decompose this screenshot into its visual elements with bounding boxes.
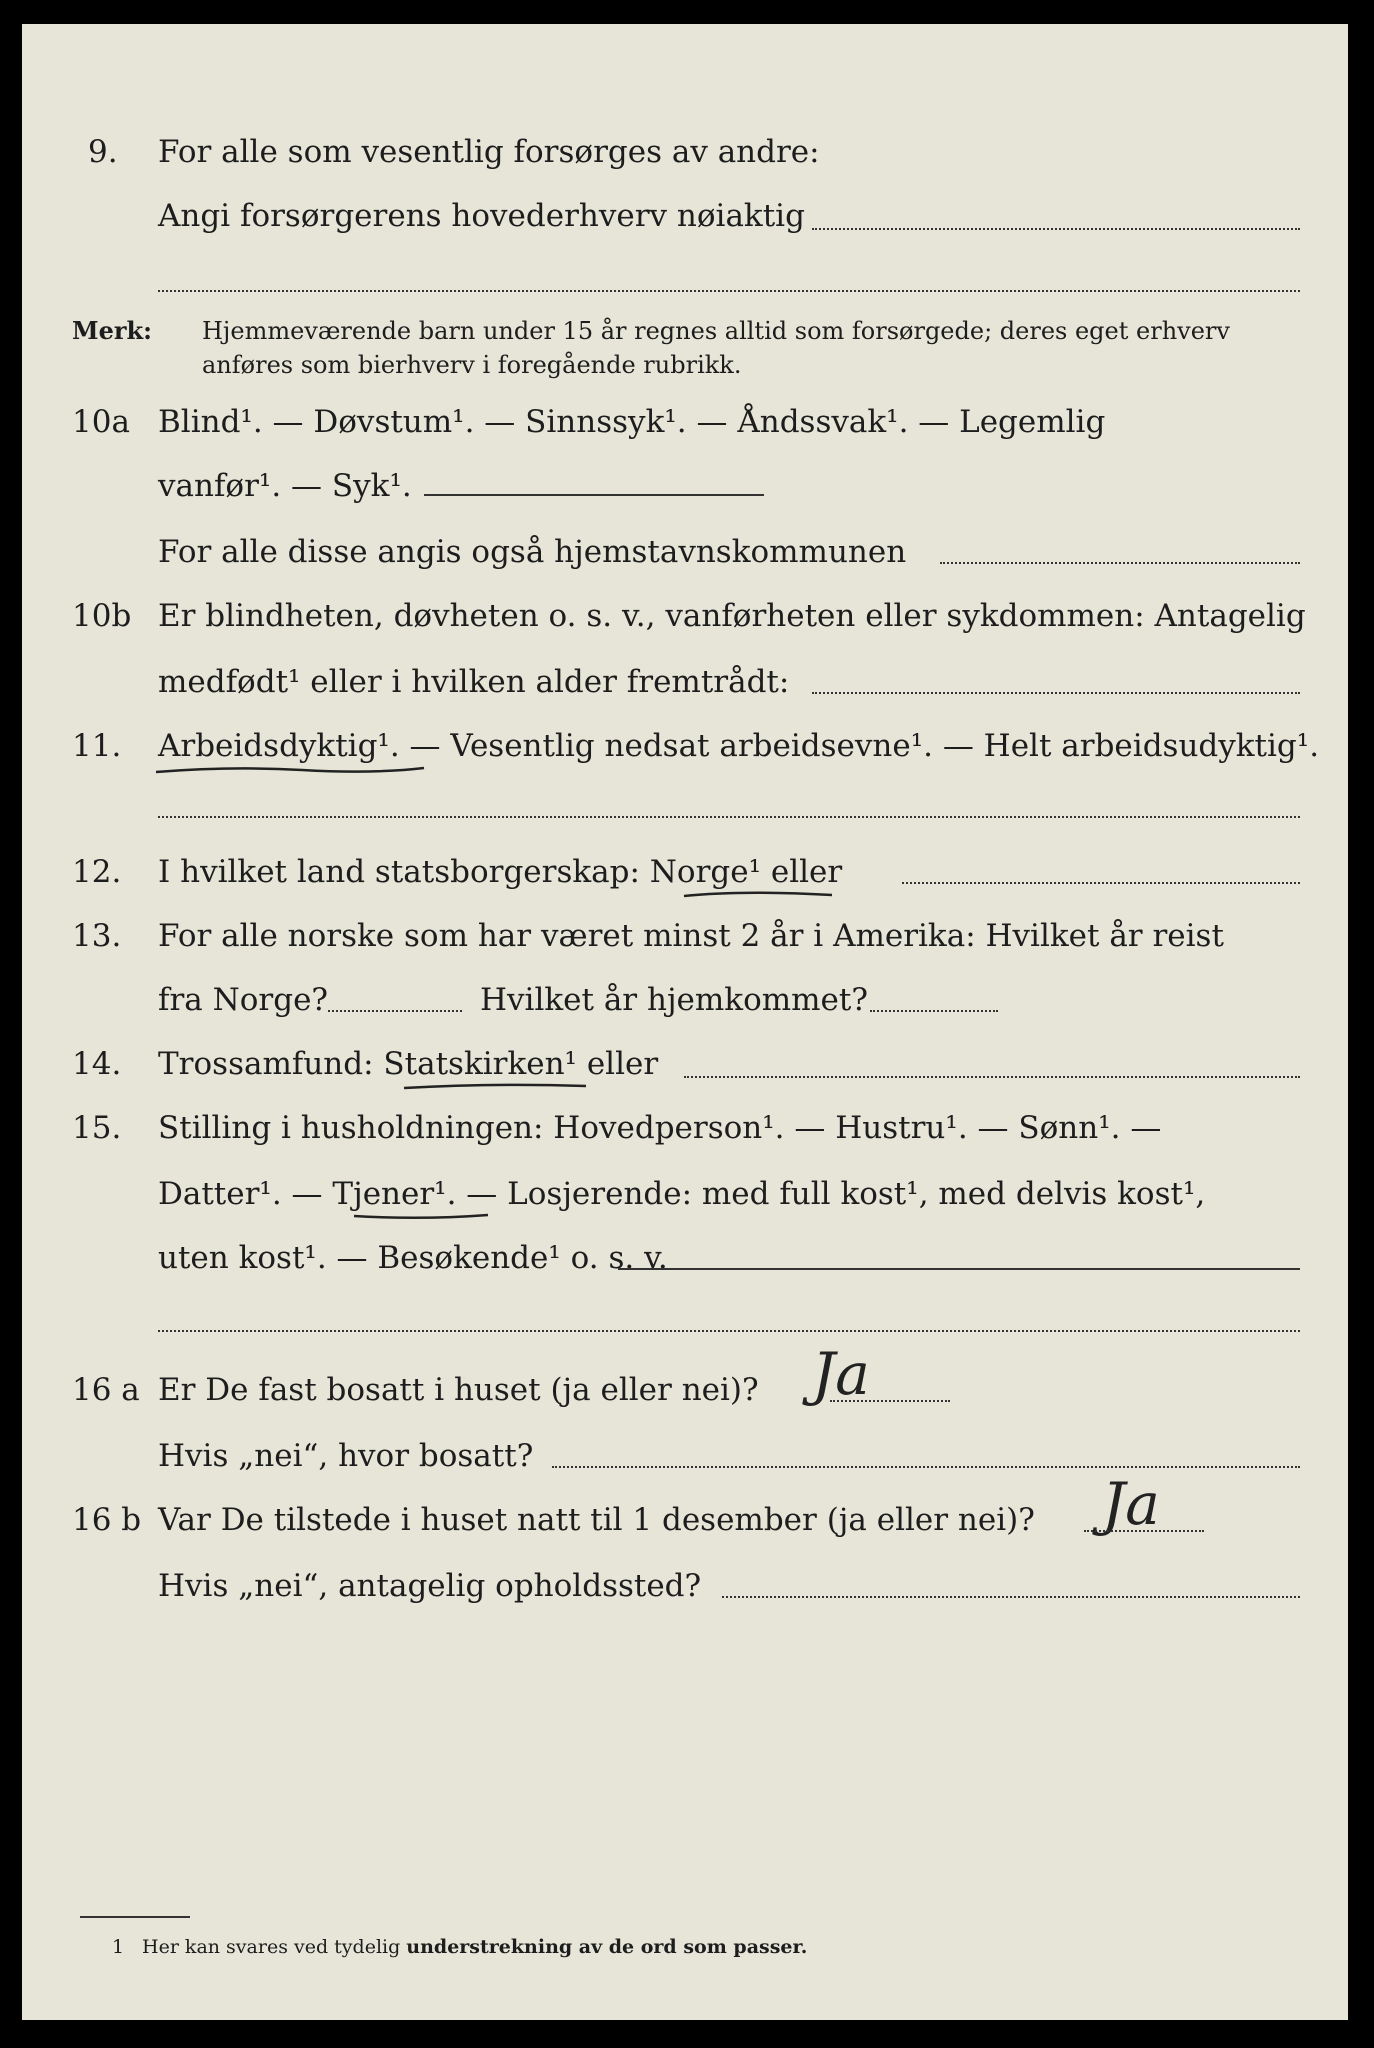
- q9-line1: For alle som vesentlig forsørges av andre:: [158, 134, 820, 170]
- footnote-text-b: understrekning av de ord som passer.: [406, 1936, 808, 1958]
- q16a-bosatt-line[interactable]: [552, 1466, 1300, 1468]
- q15-line2: Datter¹. — Tjener¹. — Losjerende: med full kost¹, med delvis kost¹,: [158, 1176, 1206, 1212]
- q12-number: 12.: [72, 854, 122, 890]
- q10b-line2: medfødt¹ eller i hvilken alder fremtrådt:: [158, 664, 790, 700]
- q10a-answer-line[interactable]: [424, 494, 764, 496]
- footnote-text: [142, 1936, 807, 1958]
- q16a-number: 16 a: [72, 1372, 140, 1408]
- q10a-number: 10a: [72, 404, 130, 440]
- q13-reist-line[interactable]: [328, 1010, 462, 1012]
- q16b-answer-line[interactable]: [1084, 1530, 1204, 1532]
- q16a-line2: Hvis „nei“, hvor bosatt?: [158, 1438, 534, 1474]
- q9-line2: Angi forsørgerens hovederhverv nøiaktig: [158, 198, 805, 234]
- q13-line2b: Hvilket år hjemkommet?: [480, 982, 868, 1018]
- merk-line1: Hjemmeværende barn under 15 år regnes alltid som forsørgede; deres eget erhverv: [202, 317, 1230, 345]
- q15-answer-line-2[interactable]: [158, 1330, 1300, 1332]
- merk-line2: anføres som bierhverv i foregående rubrikk.: [202, 351, 742, 379]
- q12-line1: I hvilket land statsborgerskap: Norge¹ eller: [158, 854, 843, 890]
- q10a-line2: vanfør¹. — Syk¹.: [158, 468, 412, 504]
- q15-answer-line[interactable]: [618, 1268, 1300, 1270]
- q16b-line2: Hvis „nei“, antagelig opholdssted?: [158, 1568, 702, 1604]
- q16a-answer-line[interactable]: [830, 1400, 950, 1402]
- q10b-line1: Er blindheten, døvheten o. s. v., vanførheten eller sykdommen: Antagelig: [158, 598, 1306, 634]
- q14-handwritten-underline: [402, 1080, 592, 1094]
- footnote-text-a: Her kan svares ved tydelig: [142, 1936, 407, 1958]
- q16a-handwritten-answer: Ja: [812, 1340, 870, 1408]
- q9-answer-line-2[interactable]: [158, 290, 1300, 292]
- q11-number: 11.: [72, 728, 122, 764]
- q9-number: 9.: [88, 134, 118, 170]
- q16b-number: 16 b: [72, 1502, 142, 1538]
- merk-label: Merk:: [72, 316, 152, 345]
- q14-number: 14.: [72, 1046, 122, 1082]
- q15-line3: uten kost¹. — Besøkende¹ o. s. v.: [158, 1240, 668, 1276]
- q16b-handwritten-answer: Ja: [1102, 1470, 1160, 1538]
- q12-answer-line[interactable]: [902, 882, 1300, 884]
- q16b-line1: Var De tilstede i huset natt til 1 desember (ja eller nei)?: [158, 1502, 1035, 1538]
- q9-answer-line[interactable]: [812, 228, 1300, 230]
- q11-line1: Arbeidsdyktig¹. — Vesentlig nedsat arbeidsevne¹. — Helt arbeidsudyktig¹.: [158, 728, 1320, 764]
- q15-number: 15.: [72, 1110, 122, 1146]
- q14-line1: Trossamfund: Statskirken¹ eller: [158, 1046, 659, 1082]
- q13-number: 13.: [72, 918, 122, 954]
- q16b-opholdssted-line[interactable]: [722, 1596, 1300, 1598]
- q14-answer-line[interactable]: [684, 1076, 1300, 1078]
- q15-line1: Stilling i husholdningen: Hovedperson¹. — Hustru¹. — Sønn¹. —: [158, 1110, 1162, 1146]
- q13-line2a: fra Norge?: [158, 982, 329, 1018]
- q10a-line1: Blind¹. — Døvstum¹. — Sinnssyk¹. — Åndssvak¹. — Legemlig: [158, 404, 1106, 440]
- q11-handwritten-underline: [152, 762, 432, 778]
- q10a-line3: For alle disse angis også hjemstavnskommunen: [158, 534, 907, 570]
- q15-handwritten-underline: [352, 1210, 492, 1224]
- q16a-line1: Er De fast bosatt i huset (ja eller nei)?: [158, 1372, 759, 1408]
- q13-line1: For alle norske som har været minst 2 år i Amerika: Hvilket år reist: [158, 918, 1224, 954]
- footnote-rule: [80, 1916, 190, 1918]
- footnote-mark: 1: [112, 1936, 125, 1958]
- q10b-number: 10b: [72, 598, 132, 634]
- q12-handwritten-underline: [682, 888, 842, 902]
- census-form-page: [22, 24, 1348, 2020]
- q10b-answer-line[interactable]: [812, 692, 1300, 694]
- q10a-hjemstavn-line[interactable]: [940, 562, 1300, 564]
- q11-answer-line[interactable]: [158, 816, 1300, 818]
- q13-hjemkommet-line[interactable]: [870, 1010, 998, 1012]
